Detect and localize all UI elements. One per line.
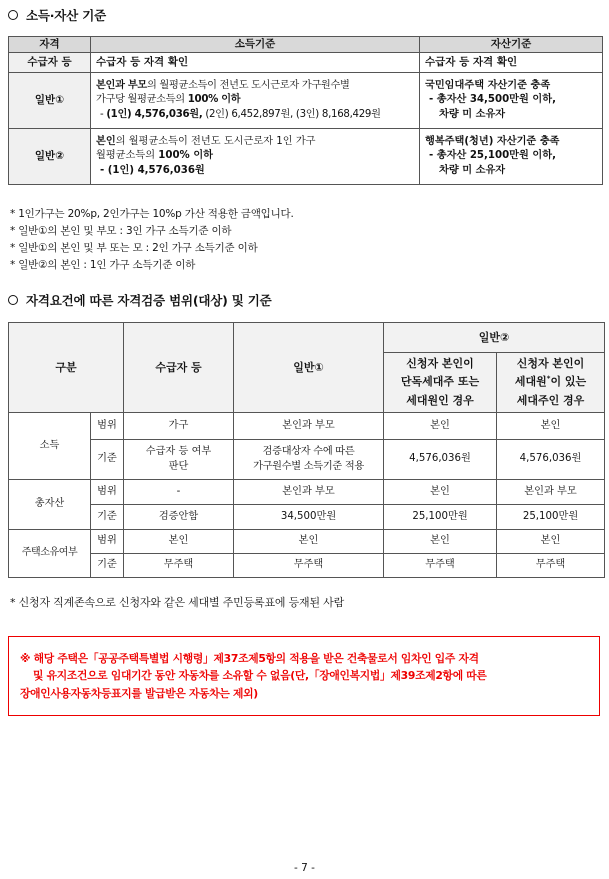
income-criteria-general1 (234, 440, 384, 480)
note-3: * 일반①의 본인 및 부 또는 모 : 2인 가구 소득기준 이하 (10, 242, 258, 254)
assets-criteria-general1: 34,500만원 (234, 505, 384, 530)
assets-scope-recipient: - (124, 480, 234, 505)
section-title-text: 자격요건에 따른 자격검증 범위(대상) 및 기준 (26, 293, 272, 308)
section-title-text: 소득·자산 기준 (26, 8, 106, 23)
header-category: 구분 (9, 323, 124, 413)
income-criteria-general1-l2: 가구원수별 소득기준 적용 (253, 460, 364, 472)
general1-income-percent: 100% 이하 (187, 94, 241, 106)
income-criteria-b: 4,576,036원 (497, 440, 605, 480)
income-scope-recipient: 가구 (124, 413, 234, 440)
general1-income-2p3p: (2인) 6,452,897원, (3인) 8,168,429원 (202, 109, 381, 121)
income-criteria-label: 기준 (91, 440, 124, 480)
general2-income-desc: 의 월평균소득이 전년도 도시근로자 1인 가구 (115, 135, 316, 147)
general1-asset-l2: - 총자산 34,500만원 이하, (429, 94, 556, 106)
sub-b-l2-post: 이 있는 (550, 375, 587, 389)
general2-income-percent: 100% 이하 (158, 150, 213, 162)
housing-scope-a: 본인 (384, 530, 497, 554)
income-criteria-a: 4,576,036원 (384, 440, 497, 480)
housing-label: 주택소유여부 (9, 530, 91, 578)
warning-line-1: ※ 해당 주택은「공공주택특별법 시행령」제37조제5항의 적용을 받은 건축물로서 임차인 입주 자격 (20, 652, 479, 665)
row-general1-income (91, 73, 420, 129)
housing-criteria-recipient: 무주택 (124, 554, 234, 578)
sub-b-l1: 신청자 본인이 (516, 357, 585, 371)
general2-asset-l3: 차량 미 소유자 (439, 165, 506, 177)
sub-a-l1: 신청자 본인이 (406, 357, 474, 371)
income-scope-general1: 본인과 부모 (234, 413, 384, 440)
note-household-member: * 신청자 직계존속으로 신청자와 같은 세대별 주민등록표에 등재된 사람 (10, 596, 345, 609)
general1-asset-l3: 차량 미 소유자 (439, 109, 506, 121)
row-recipient-income: 수급자 등 자격 확인 (91, 53, 420, 73)
section-title-income-assets (8, 6, 106, 24)
assets-scope-label: 범위 (91, 480, 124, 505)
housing-criteria-b: 무주택 (497, 554, 605, 578)
header-recipient: 수급자 등 (124, 323, 234, 413)
note-4: * 일반②의 본인 : 1인 가구 소득기준 이하 (10, 259, 196, 271)
section-title-verification (8, 291, 272, 309)
general2-income-desc2: 월평균소득의 (96, 150, 159, 162)
general1-income-desc2: 가구당 월평균소득의 (96, 94, 188, 106)
row-general1-asset (420, 73, 603, 129)
assets-scope-general1: 본인과 부모 (234, 480, 384, 505)
header-general2-single (384, 353, 497, 413)
header-income: 소득기준 (91, 37, 420, 53)
general2-income-1p: - (1인) 4,576,036원 (100, 165, 205, 177)
header-general2-householder (497, 353, 605, 413)
sub-b-l2-pre: 세대원 (514, 375, 547, 389)
income-criteria-general1-l1: 검증대상자 수에 따른 (262, 445, 355, 457)
assets-scope-a: 본인 (384, 480, 497, 505)
housing-scope-label: 범위 (91, 530, 124, 554)
assets-criteria-label: 기준 (91, 505, 124, 530)
header-type: 자격 (9, 37, 91, 53)
row-recipient-asset: 수급자 등 자격 확인 (420, 53, 603, 73)
general1-income-1p: (1인) 4,576,036원, (106, 109, 203, 121)
assets-criteria-a: 25,100만원 (384, 505, 497, 530)
general1-income-subject: 본인과 부모 (96, 79, 147, 91)
page-number: - 7 - (294, 862, 315, 874)
row-general2-asset (420, 129, 603, 185)
income-label: 소득 (9, 413, 91, 480)
note-2: * 일반①의 본인 및 부모 : 3인 가구 소득기준 이하 (10, 225, 232, 237)
assets-criteria-b: 25,100만원 (497, 505, 605, 530)
housing-scope-recipient: 본인 (124, 530, 234, 554)
sub-a-l2: 단독세대주 또는 (400, 375, 480, 389)
general2-asset-l1: 행복주택(청년) 자산기준 충족 (425, 135, 560, 147)
header-general2: 일반② (384, 323, 605, 353)
housing-scope-general1: 본인 (234, 530, 384, 554)
warning-line-3: 장애인사용자동차등표지를 발급받은 자동차는 제외) (20, 686, 258, 700)
row-general1-type: 일반① (9, 73, 91, 129)
sub-a-l3: 세대원인 경우 (406, 393, 474, 407)
sub-b-l3: 세대주인 경우 (516, 393, 585, 407)
assets-scope-b: 본인과 부모 (497, 480, 605, 505)
assets-criteria-recipient: 검증안함 (124, 505, 234, 530)
header-general1: 일반① (234, 323, 384, 413)
income-criteria-recipient-l1: 수급자 등 여부 (145, 445, 212, 457)
sub-b-asterisk: * (546, 374, 551, 383)
general2-income-subject: 본인 (96, 135, 116, 147)
income-scope-label: 범위 (91, 413, 124, 440)
income-criteria-recipient-l2: 판단 (168, 460, 189, 472)
note-1: * 1인가구는 20%p, 2인가구는 10%p 가산 적용한 금액입니다. (10, 208, 294, 220)
income-scope-a: 본인 (384, 413, 497, 440)
circle-bullet-icon (8, 295, 18, 305)
general2-asset-l2: - 총자산 25,100만원 이하, (429, 150, 556, 162)
income-scope-b: 본인 (497, 413, 605, 440)
general1-asset-l1: 국민임대주택 자산기준 충족 (425, 79, 551, 91)
warning-text (20, 650, 592, 702)
assets-label: 총자산 (9, 480, 91, 530)
circle-bullet-icon (8, 10, 18, 20)
income-criteria-recipient (124, 440, 234, 480)
row-recipient-type: 수급자 등 (9, 53, 91, 73)
row-general2-type: 일반② (9, 129, 91, 185)
housing-criteria-a: 무주택 (384, 554, 497, 578)
housing-criteria-general1: 무주택 (234, 554, 384, 578)
housing-criteria-label: 기준 (91, 554, 124, 578)
warning-line-2: 및 유지조건으로 임대기간 동안 자동차를 소유할 수 없음(단,「장애인복지법」제39조제2항에 따른 (33, 669, 487, 683)
general1-income-dash: - (100, 109, 107, 121)
row-general2-income (91, 129, 420, 185)
header-asset: 자산기준 (420, 37, 603, 53)
verification-scope-table (8, 322, 605, 578)
general1-income-desc: 의 월평균소득이 전년도 도시근로자 가구원수별 (146, 79, 350, 91)
income-asset-criteria-table (8, 36, 603, 185)
housing-scope-b: 본인 (497, 530, 605, 554)
